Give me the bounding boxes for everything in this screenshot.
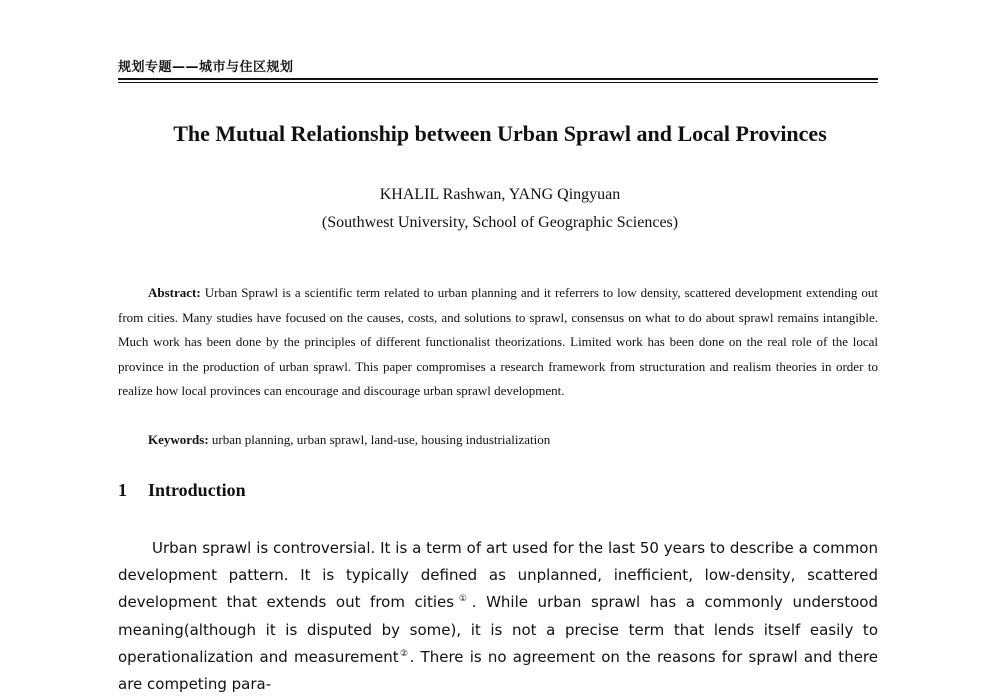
intro-paragraph bbox=[118, 535, 878, 698]
running-header: 规划专题——城市与住区规划 bbox=[118, 60, 294, 75]
section-number: 1 bbox=[118, 480, 127, 500]
abstract-label: Abstract: bbox=[148, 285, 201, 300]
paper-affiliation: (Southwest University, School of Geographic Sciences) bbox=[321, 214, 679, 231]
abstract-text: Urban Sprawl is a scientific term related to urban planning and it referrers to low density, scattered development extending out from cities. Many studies have focused on the causes, costs, and solutions to sprawl, consensus on what to do about sprawl remains intangible. Much work has been done by the principles of different functionalist theorizations. Limited work has been done on the real role of the local province in the production of urban sprawl. This paper compromises a research framework from structuration and realism theories in order to realize how local provinces can encourage and discourage urban sprawl development. bbox=[118, 285, 878, 399]
intro-text-part3: . There is no agreement on the reasons for sprawl and there are competing para- bbox=[118, 647, 878, 694]
footnote-ref-1[interactable]: ① bbox=[454, 594, 472, 605]
abstract bbox=[118, 281, 878, 404]
intro-text-part1: Urban sprawl is controversial. It is a term of art used for the last 50 years to describe a common development pattern. It is typically defined as unplanned, inefficient, low-density, scattered development that extends out from cities bbox=[118, 539, 878, 612]
section-title: Introduction bbox=[148, 480, 246, 500]
paper-authors: KHALIL Rashwan, YANG Qingyuan bbox=[379, 186, 621, 203]
footnote-ref-2[interactable]: ② bbox=[398, 648, 410, 659]
keywords bbox=[148, 428, 878, 452]
paper-title: The Mutual Relationship between Urban Sprawl and Local Provinces bbox=[173, 121, 827, 146]
header-rule-thick bbox=[118, 78, 878, 80]
header-rule-thin bbox=[118, 82, 878, 83]
keywords-label: Keywords: bbox=[148, 432, 209, 447]
section-heading bbox=[118, 480, 246, 501]
keywords-text: urban planning, urban sprawl, land-use, housing industrialization bbox=[208, 432, 551, 447]
intro-text-part2: . While urban sprawl has a commonly understood meaning(although it is disputed by some), it is not a precise term that lends itself easily to operationalization and measurement bbox=[118, 593, 879, 666]
